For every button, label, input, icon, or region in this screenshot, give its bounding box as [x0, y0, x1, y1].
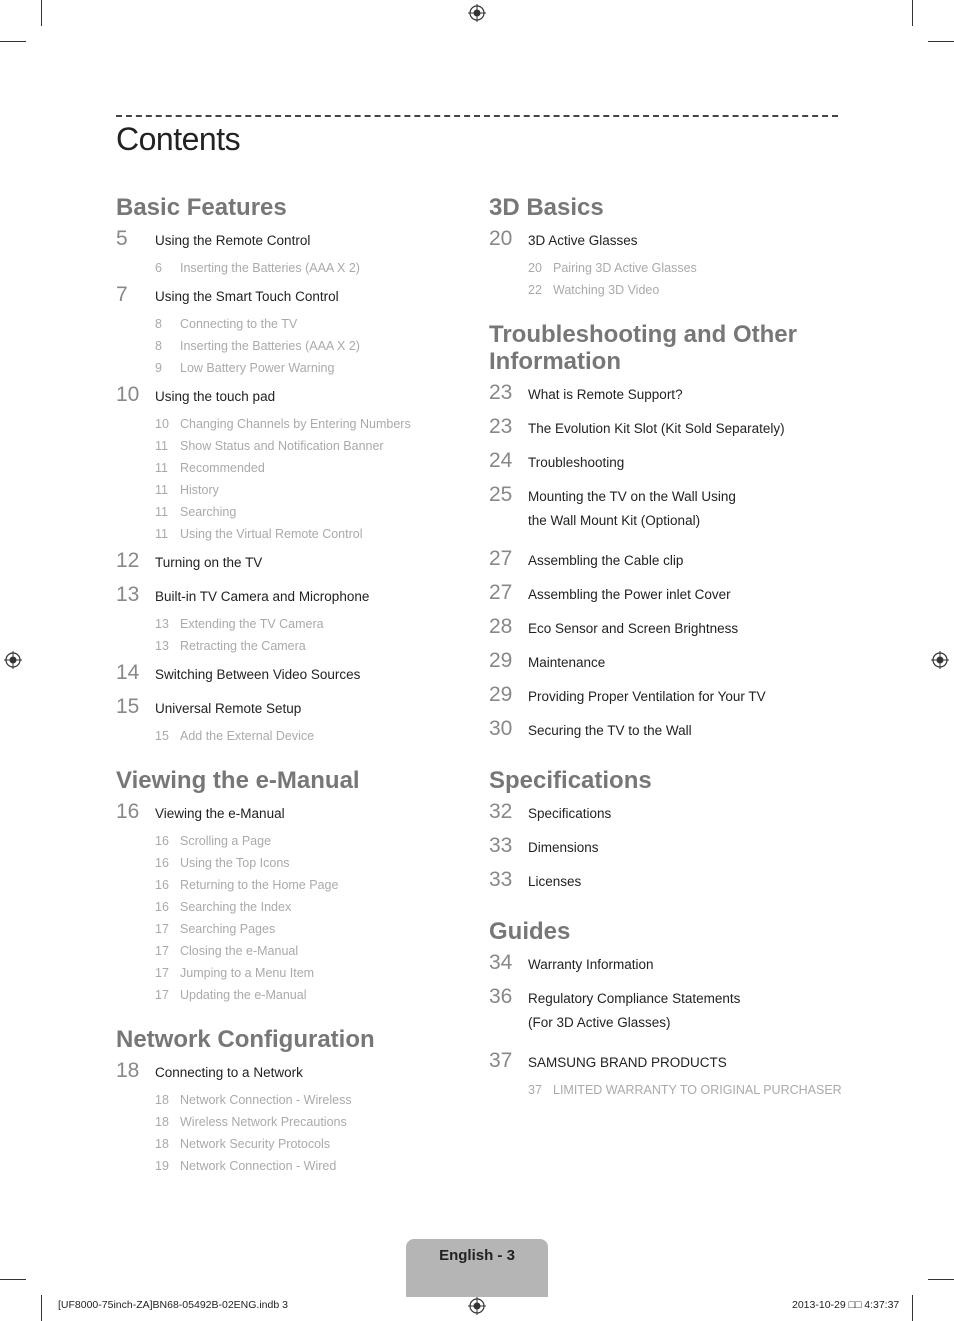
toc-entry[interactable]	[116, 283, 456, 379]
subentry-page-number: 13	[155, 617, 169, 631]
toc-entry[interactable]	[116, 661, 456, 691]
toc-subentry[interactable]	[489, 279, 849, 301]
toc-entry[interactable]	[489, 615, 849, 645]
entry-page-number: 32	[489, 800, 513, 823]
entry-page-number: 36	[489, 985, 513, 1008]
toc-section	[116, 767, 456, 1006]
subentry-label: Network Security Protocols	[180, 1137, 331, 1151]
entry-label: Specifications	[528, 806, 612, 821]
toc-subentry[interactable]	[116, 1111, 456, 1133]
page-number-tab	[406, 1239, 548, 1297]
toc-entry-row	[489, 1049, 849, 1079]
subentry-page-number: 11	[155, 461, 168, 475]
toc-entry[interactable]	[489, 951, 849, 981]
entry-page-number: 33	[489, 868, 513, 891]
entry-page-number: 13	[116, 583, 140, 606]
toc-entry-row	[489, 868, 849, 898]
subentry-label: Searching	[180, 505, 237, 519]
entry-page-number: 16	[116, 800, 140, 823]
subentry-label: Using the Top Icons	[180, 856, 290, 870]
toc-entry[interactable]	[489, 415, 849, 445]
toc-subentry[interactable]	[116, 457, 456, 479]
toc-entry[interactable]	[489, 834, 849, 864]
entry-page-number: 34	[489, 951, 513, 974]
entry-label: SAMSUNG BRAND PRODUCTS	[528, 1055, 727, 1070]
subentry-page-number: 16	[155, 856, 169, 870]
subentry-label: Inserting the Batteries (AAA X 2)	[180, 339, 360, 353]
entry-page-number: 20	[489, 227, 513, 250]
toc-subentry[interactable]	[116, 257, 456, 279]
subentry-label: LIMITED WARRANTY TO ORIGINAL PURCHASER	[553, 1083, 842, 1097]
subentry-label: Searching Pages	[180, 922, 276, 936]
registration-mark-icon	[4, 651, 22, 669]
crop-mark-icon	[41, 1295, 42, 1321]
toc-subentry[interactable]	[116, 830, 456, 852]
toc-subentry[interactable]	[116, 852, 456, 874]
entry-label: Turning on the TV	[155, 555, 263, 570]
section-title: 3D Basics	[489, 194, 604, 221]
subentry-label: Connecting to the TV	[180, 317, 298, 331]
toc-entry[interactable]	[116, 383, 456, 545]
registration-mark-icon	[468, 1297, 486, 1315]
toc-entry[interactable]	[489, 1049, 849, 1101]
subentry-page-number: 17	[155, 988, 169, 1002]
toc-entry-continuation	[489, 513, 849, 543]
toc-entry-row	[116, 661, 456, 691]
subentry-label: Wireless Network Precautions	[180, 1115, 347, 1129]
entry-label: Viewing the e-Manual	[155, 806, 285, 821]
toc-entry[interactable]	[489, 581, 849, 611]
toc-entry-row	[489, 800, 849, 830]
toc-entry-row	[489, 227, 849, 257]
entry-page-number: 29	[489, 683, 513, 706]
entry-page-number: 24	[489, 449, 513, 472]
entry-page-number: 25	[489, 483, 513, 506]
right-column	[489, 194, 849, 1121]
entry-label-continued: the Wall Mount Kit (Optional)	[528, 513, 701, 528]
subentry-page-number: 17	[155, 944, 169, 958]
section-title: Troubleshooting and Other Information	[489, 321, 797, 375]
toc-entry[interactable]	[489, 868, 849, 898]
subentry-label: Updating the e-Manual	[180, 988, 307, 1002]
entry-label: Dimensions	[528, 840, 599, 855]
entry-label: Assembling the Power inlet Cover	[528, 587, 731, 602]
entry-label: Using the Remote Control	[155, 233, 311, 248]
entry-page-number: 27	[489, 581, 513, 604]
subentry-page-number: 19	[155, 1159, 169, 1173]
toc-entry-row	[489, 649, 849, 679]
crop-mark-icon	[928, 41, 954, 42]
entry-page-number: 18	[116, 1059, 140, 1082]
subentry-label: Retracting the Camera	[180, 639, 306, 653]
toc-subentry[interactable]	[116, 413, 456, 435]
subentry-label: Returning to the Home Page	[180, 878, 339, 892]
entry-label: The Evolution Kit Slot (Kit Sold Separately)	[528, 421, 785, 436]
toc-section	[116, 1026, 456, 1177]
entry-label: Built-in TV Camera and Microphone	[155, 589, 370, 604]
toc-entry-row	[489, 483, 849, 513]
entry-page-number: 15	[116, 695, 140, 718]
subentry-label: Scrolling a Page	[180, 834, 272, 848]
subentry-label: Extending the TV Camera	[180, 617, 324, 631]
subentry-page-number: 17	[155, 922, 169, 936]
entry-page-number: 5	[116, 227, 128, 250]
toc-entry[interactable]	[489, 227, 849, 301]
registration-mark-icon	[931, 651, 949, 669]
subentry-label: Recommended	[180, 461, 265, 475]
toc-section	[489, 767, 849, 898]
toc-subentry[interactable]	[116, 940, 456, 962]
subentry-page-number: 18	[155, 1137, 169, 1151]
toc-entry-row	[116, 227, 456, 257]
entry-label: Using the Smart Touch Control	[155, 289, 339, 304]
toc-subentry[interactable]	[116, 435, 456, 457]
subentry-page-number: 16	[155, 878, 169, 892]
toc-entry-row	[489, 547, 849, 577]
crop-mark-icon	[0, 1279, 26, 1280]
toc-subentry[interactable]	[116, 635, 456, 657]
toc-entry-row	[489, 615, 849, 645]
entry-page-number: 27	[489, 547, 513, 570]
toc-entry[interactable]	[116, 695, 456, 747]
subentry-label: History	[180, 483, 219, 497]
entry-page-number: 10	[116, 383, 140, 406]
toc-entry[interactable]	[116, 800, 456, 1006]
toc-entry-row	[489, 985, 849, 1015]
toc-subentry[interactable]	[116, 725, 456, 747]
toc-subentry[interactable]	[116, 874, 456, 896]
toc-subentry[interactable]	[116, 523, 456, 545]
toc-entry[interactable]	[116, 583, 456, 657]
toc-entry-continuation	[489, 1015, 849, 1045]
entry-label: Regulatory Compliance Statements	[528, 991, 741, 1006]
crop-mark-icon	[41, 0, 42, 26]
subentry-label: Inserting the Batteries (AAA X 2)	[180, 261, 360, 275]
entry-page-number: 33	[489, 834, 513, 857]
toc-entry[interactable]	[116, 1059, 456, 1177]
subentry-label: Searching the Index	[180, 900, 292, 914]
entry-label: Using the touch pad	[155, 389, 276, 404]
entry-label-continued: (For 3D Active Glasses)	[528, 1015, 671, 1030]
entry-page-number: 28	[489, 615, 513, 638]
subentry-page-number: 15	[155, 729, 169, 743]
toc-subentry[interactable]	[116, 962, 456, 984]
subentry-page-number: 22	[528, 283, 542, 297]
toc-entry-row	[489, 834, 849, 864]
section-title: Specifications	[489, 767, 652, 794]
crop-mark-icon	[912, 0, 913, 26]
entry-label: Connecting to a Network	[155, 1065, 303, 1080]
entry-label: Assembling the Cable clip	[528, 553, 684, 568]
entry-label: Troubleshooting	[528, 455, 625, 470]
entry-page-number: 37	[489, 1049, 513, 1072]
toc-subentry[interactable]	[116, 1133, 456, 1155]
subentry-page-number: 11	[155, 439, 168, 453]
toc-section	[489, 194, 849, 301]
entry-label: Universal Remote Setup	[155, 701, 302, 716]
toc-entry-row	[489, 683, 849, 713]
toc-subentry[interactable]	[116, 501, 456, 523]
toc-entry[interactable]	[116, 549, 456, 579]
entry-page-number: 7	[116, 283, 128, 306]
subentry-label: Show Status and Notification Banner	[180, 439, 384, 453]
toc-section	[489, 321, 849, 747]
toc-subentry[interactable]	[489, 257, 849, 279]
subentry-label: Pairing 3D Active Glasses	[553, 261, 697, 275]
entry-label: Licenses	[528, 874, 582, 889]
subentry-page-number: 6	[155, 261, 162, 275]
subentry-label: Low Battery Power Warning	[180, 361, 335, 375]
registration-mark-icon	[468, 4, 486, 22]
toc-entry-row	[489, 951, 849, 981]
subentry-page-number: 11	[155, 505, 168, 519]
entry-label: 3D Active Glasses	[528, 233, 638, 248]
entry-label: Securing the TV to the Wall	[528, 723, 692, 738]
crop-mark-icon	[0, 41, 26, 42]
subentry-page-number: 8	[155, 317, 162, 331]
subentry-label: Add the External Device	[180, 729, 315, 743]
subentry-page-number: 9	[155, 361, 162, 375]
subentry-page-number: 10	[155, 417, 169, 431]
toc-entry-row	[116, 283, 456, 313]
toc-entry[interactable]	[489, 547, 849, 577]
toc-entry[interactable]	[489, 683, 849, 713]
toc-entry[interactable]	[489, 985, 849, 1045]
entry-label: Mounting the TV on the Wall Using	[528, 489, 736, 504]
subentry-page-number: 16	[155, 834, 169, 848]
entry-page-number: 12	[116, 549, 140, 572]
toc-entry-row	[489, 717, 849, 747]
entry-page-number: 23	[489, 381, 513, 404]
subentry-label: Using the Virtual Remote Control	[180, 527, 363, 541]
subentry-page-number: 17	[155, 966, 169, 980]
subentry-label: Closing the e-Manual	[180, 944, 299, 958]
toc-entry[interactable]	[116, 227, 456, 279]
entry-page-number: 23	[489, 415, 513, 438]
toc-subentry[interactable]	[489, 1079, 849, 1101]
toc-subentry[interactable]	[116, 984, 456, 1006]
toc-subentry[interactable]	[116, 918, 456, 940]
toc-subentry[interactable]	[116, 896, 456, 918]
crop-mark-icon	[912, 1295, 913, 1321]
entry-label: Switching Between Video Sources	[155, 667, 361, 682]
toc-entry[interactable]	[489, 649, 849, 679]
print-timestamp: 2013-10-29 □□ 4:37:37	[792, 1299, 900, 1311]
toc-section	[489, 918, 849, 1101]
toc-entry-row	[116, 383, 456, 413]
entry-label: What is Remote Support?	[528, 387, 683, 402]
subentry-page-number: 13	[155, 639, 169, 653]
toc-subentry[interactable]	[116, 335, 456, 357]
entry-page-number: 14	[116, 661, 140, 684]
subentry-page-number: 37	[528, 1083, 542, 1097]
toc-entry[interactable]	[489, 381, 849, 411]
page-number-label: English - 3	[439, 1247, 515, 1264]
entry-label: Providing Proper Ventilation for Your TV	[528, 689, 766, 704]
toc-entry-row	[116, 583, 456, 613]
toc-entry-row	[489, 449, 849, 479]
toc-entry[interactable]	[489, 717, 849, 747]
toc-entry-row	[116, 549, 456, 579]
toc-entry-row	[489, 581, 849, 611]
toc-entry-row	[489, 415, 849, 445]
toc-subentry[interactable]	[116, 1089, 456, 1111]
toc-entry[interactable]	[489, 483, 849, 543]
entry-page-number: 30	[489, 717, 513, 740]
toc-section	[116, 194, 456, 747]
toc-subentry[interactable]	[116, 479, 456, 501]
left-column	[116, 194, 456, 1197]
toc-entry[interactable]	[489, 449, 849, 479]
crop-mark-icon	[928, 1279, 954, 1280]
subentry-page-number: 11	[155, 483, 168, 497]
subentry-label: Jumping to a Menu Item	[180, 966, 315, 980]
subentry-label: Changing Channels by Entering Numbers	[180, 417, 411, 431]
section-title: Guides	[489, 918, 571, 945]
entry-label: Maintenance	[528, 655, 606, 670]
toc-subentry[interactable]	[116, 313, 456, 335]
file-info: [UF8000-75inch-ZA]BN68-05492B-02ENG.indb 3	[58, 1299, 288, 1311]
toc-entry[interactable]	[489, 800, 849, 830]
subentry-page-number: 8	[155, 339, 162, 353]
subentry-label: Watching 3D Video	[553, 283, 660, 297]
toc-subentry[interactable]	[116, 613, 456, 635]
page-title: Contents	[116, 121, 241, 157]
subentry-page-number: 18	[155, 1115, 169, 1129]
section-title: Viewing the e-Manual	[116, 767, 360, 794]
subentry-page-number: 16	[155, 900, 169, 914]
subentry-page-number: 11	[155, 527, 168, 541]
toc-subentry[interactable]	[116, 357, 456, 379]
entry-label: Warranty Information	[528, 957, 654, 972]
entry-label: Eco Sensor and Screen Brightness	[528, 621, 739, 636]
subentry-label: Network Connection - Wireless	[180, 1093, 352, 1107]
section-title: Network Configuration	[116, 1026, 375, 1053]
subentry-page-number: 18	[155, 1093, 169, 1107]
entry-page-number: 29	[489, 649, 513, 672]
toc-entry-row	[116, 1059, 456, 1089]
toc-entry-row	[116, 695, 456, 725]
toc-entry-row	[489, 381, 849, 411]
subentry-label: Network Connection - Wired	[180, 1159, 337, 1173]
section-title: Basic Features	[116, 194, 287, 221]
toc-subentry[interactable]	[116, 1155, 456, 1177]
title-divider	[116, 115, 838, 117]
subentry-page-number: 20	[528, 261, 542, 275]
toc-entry-row	[116, 800, 456, 830]
